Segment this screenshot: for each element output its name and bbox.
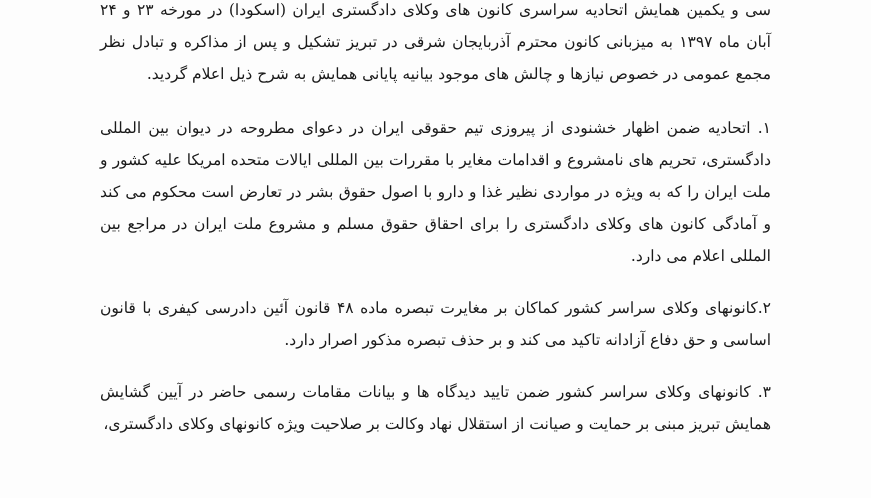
paragraph-1: ۱. اتحادیه ضمن اظهار خشنودی از پیروزی تیم حقوقی ایران در دعوای مطروحه در دیوان بین المللی دادگستری، تحریم های نامشروع و اقدامات مغایر با مقررات بین المللی ایالات متحده امریکا علیه کشور و ملت ایران را که به ویژه در مواردی نظیر غذا و دارو با اصول حقوق بشر در تعارض است محکوم می کند و آمادگی کانون های وکلای دادگستری را برای احقاق حقوق مسلم و مشروع ملت ایران در مراجع بین المللی اعلام می دارد. [100,119,771,265]
statement-body [100,0,771,440]
paragraph-2: ۲.کانونهای وکلای سراسر کشور کماکان بر مغایرت تبصره ماده ۴۸ قانون آئین دادرسی کیفری با قانون اساسی و حق دفاع آزادانه تاکید می کند و بر حذف تبصره مذکور اصرار دارد. [100,299,771,349]
intro-paragraph: سی و یکمین همایش اتحادیه سراسری کانون های وکلای دادگستری ایران (اسکودا) در مورخه ۲۳ و ۲۴ آبان ماه ۱۳۹۷ به میزبانی کانون محترم آذربایجان شرقی در تبریز تشکیل و پس از مذاکره و تبادل نظر مجمع عمومی در خصوص نیازها و چالش های موجود بیانیه پایانی همایش به شرح ذیل اعلام گردید. [100,1,771,83]
paragraph-3: ۳. کانونهای وکلای سراسر کشور ضمن تایید دیدگاه ها و بیانات مقامات رسمی حاضر در آیین گشایش همایش تبریز مبنی بر حمایت و صیانت از استقلال نهاد وکالت بر صلاحیت ویژه کانونهای وکلای دادگستری، [100,383,771,433]
